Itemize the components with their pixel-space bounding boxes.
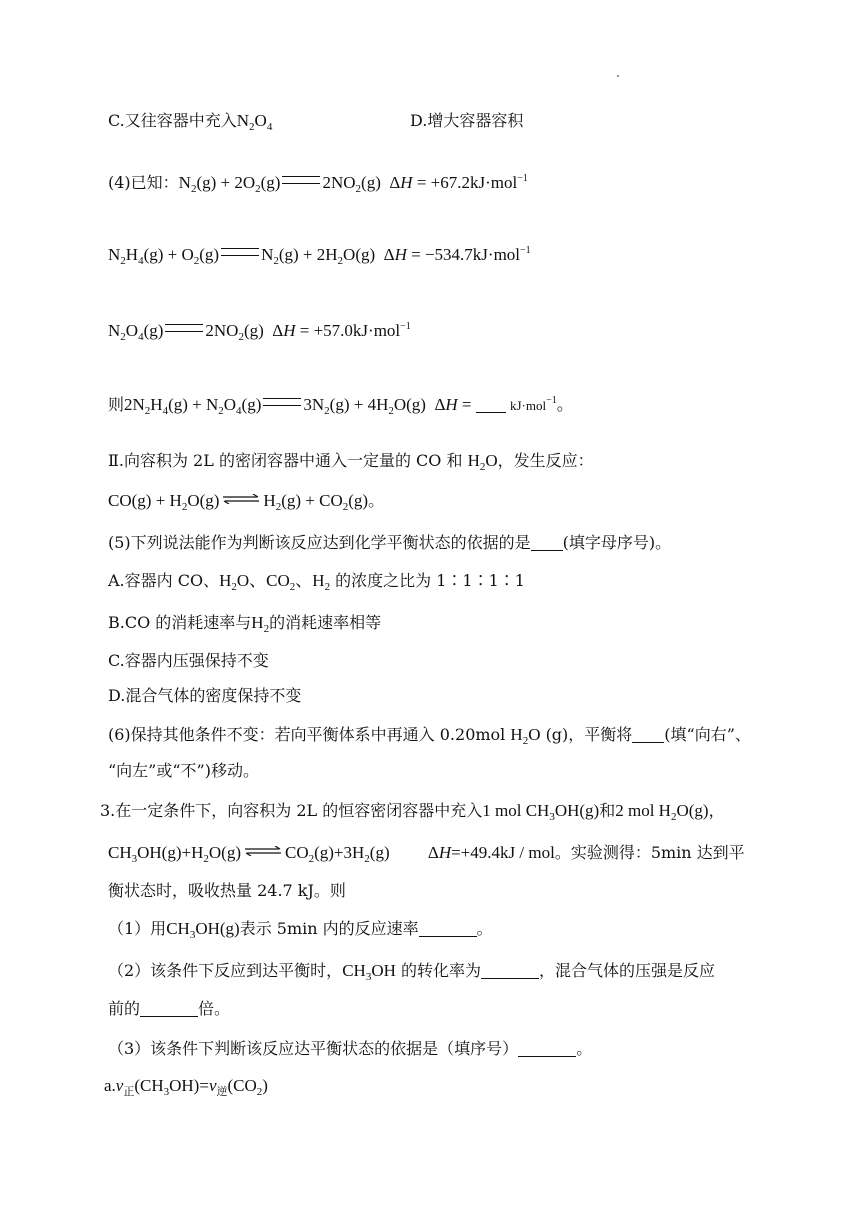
stray-dot bbox=[617, 75, 619, 77]
equation-3: $N_2O_4(g)$ $2NO_2(g) \Delta H = +57.0kJ\cdot mol^{-1}$ bbox=[108, 321, 411, 343]
sub-question-3: （3）该条件下判断该反应达平衡状态的依据是（填序号） 。 bbox=[108, 1039, 593, 1058]
answer-blank[interactable] bbox=[481, 962, 539, 979]
part-ii-intro: Ⅱ.向容积为 2L 的密闭容器中通入一定量的 CO 和 $H_2O$，发生反应： bbox=[108, 451, 594, 473]
question-6-cont: “向左”或“不”)移动。 bbox=[108, 761, 259, 780]
answer-blank[interactable] bbox=[140, 1000, 198, 1017]
sub-question-2-cont: 前的 倍。 bbox=[108, 999, 231, 1018]
question-5: (5)下列说法能作为判断该反应达到化学平衡状态的依据的是 (填字母序号)。 bbox=[108, 533, 672, 552]
option-d-line: D.增大容器容积 bbox=[410, 111, 524, 130]
option-c: C.容器内压强保持不变 bbox=[108, 651, 269, 670]
equation-2: $N_2H_4(g) + O_2(g) N_2(g) + 2H_2O(g) \Delta H = -534.7kJ\cdot mol^{-1}$ bbox=[108, 245, 531, 267]
target-equation: 则$2N_2H_4(g) + N_2O_4(g) 3N_2(g) + 4H_2O(g) \Delta H = kJ\cdot mol^{-1}$。 bbox=[108, 395, 574, 417]
answer-blank[interactable] bbox=[419, 920, 477, 937]
option-d: D.混合气体的密度保持不变 bbox=[108, 686, 302, 705]
option-c-line: C.又往容器中充入$N_2O_4$ bbox=[108, 111, 273, 133]
equilibrium-arrow-icon bbox=[243, 846, 283, 856]
sub-question-2: （2）该条件下反应到达平衡时，$CH_3OH$ 的转化率为 ，混合气体的压强是反应 bbox=[108, 961, 715, 983]
reaction-equation: $CO(g) + H_2O(g) H_2(g) + CO_2(g)$。 bbox=[108, 491, 385, 513]
answer-blank[interactable] bbox=[476, 396, 506, 413]
option-a: A.容器内 CO、$H_2O$、$CO_2$、$H_2$ 的浓度之比为 1∶1∶1∶1 bbox=[108, 571, 525, 593]
answer-blank[interactable] bbox=[632, 726, 664, 743]
option-a-rate: $a.v_正(CH_3OH)=v_逆(CO_2)$ bbox=[104, 1076, 268, 1098]
sub-question-1: （1）用$CH_3OH(g)$表示 5min 内的反应速率 。 bbox=[108, 919, 493, 941]
option-b: B.CO 的消耗速率与$H_2$的消耗速率相等 bbox=[108, 613, 382, 635]
methanol-equation: $CH_3OH(g)+H_2O(g)$ $CO_2(g)+3H_2(g)$ ΔH=+49.4kJ / mol。实验测得：5min 达到平 bbox=[108, 843, 745, 865]
question-3-intro: 3.在一定条件下，向容积为 2L 的恒容密闭容器中充入1 mol $CH_3OH(g)$和2 mol $H_2O(g)$， bbox=[100, 801, 725, 823]
equilibrium-arrow-icon bbox=[221, 494, 261, 504]
equation-1: (4)已知：$N_2(g) + 2O_2(g)$ $2NO_2(g) \Delta H = +67.2kJ\cdot mol^{-1}$ bbox=[108, 173, 528, 195]
answer-blank[interactable] bbox=[518, 1040, 576, 1057]
question-3-cont: 衡状态时，吸收热量 24.7 kJ。则 bbox=[108, 881, 346, 900]
question-6: (6)保持其他条件不变：若向平衡体系中再通入 0.20mol $H_2O$ (g)，平衡将 (填“向右”、 bbox=[108, 725, 751, 747]
answer-blank[interactable] bbox=[531, 534, 563, 551]
